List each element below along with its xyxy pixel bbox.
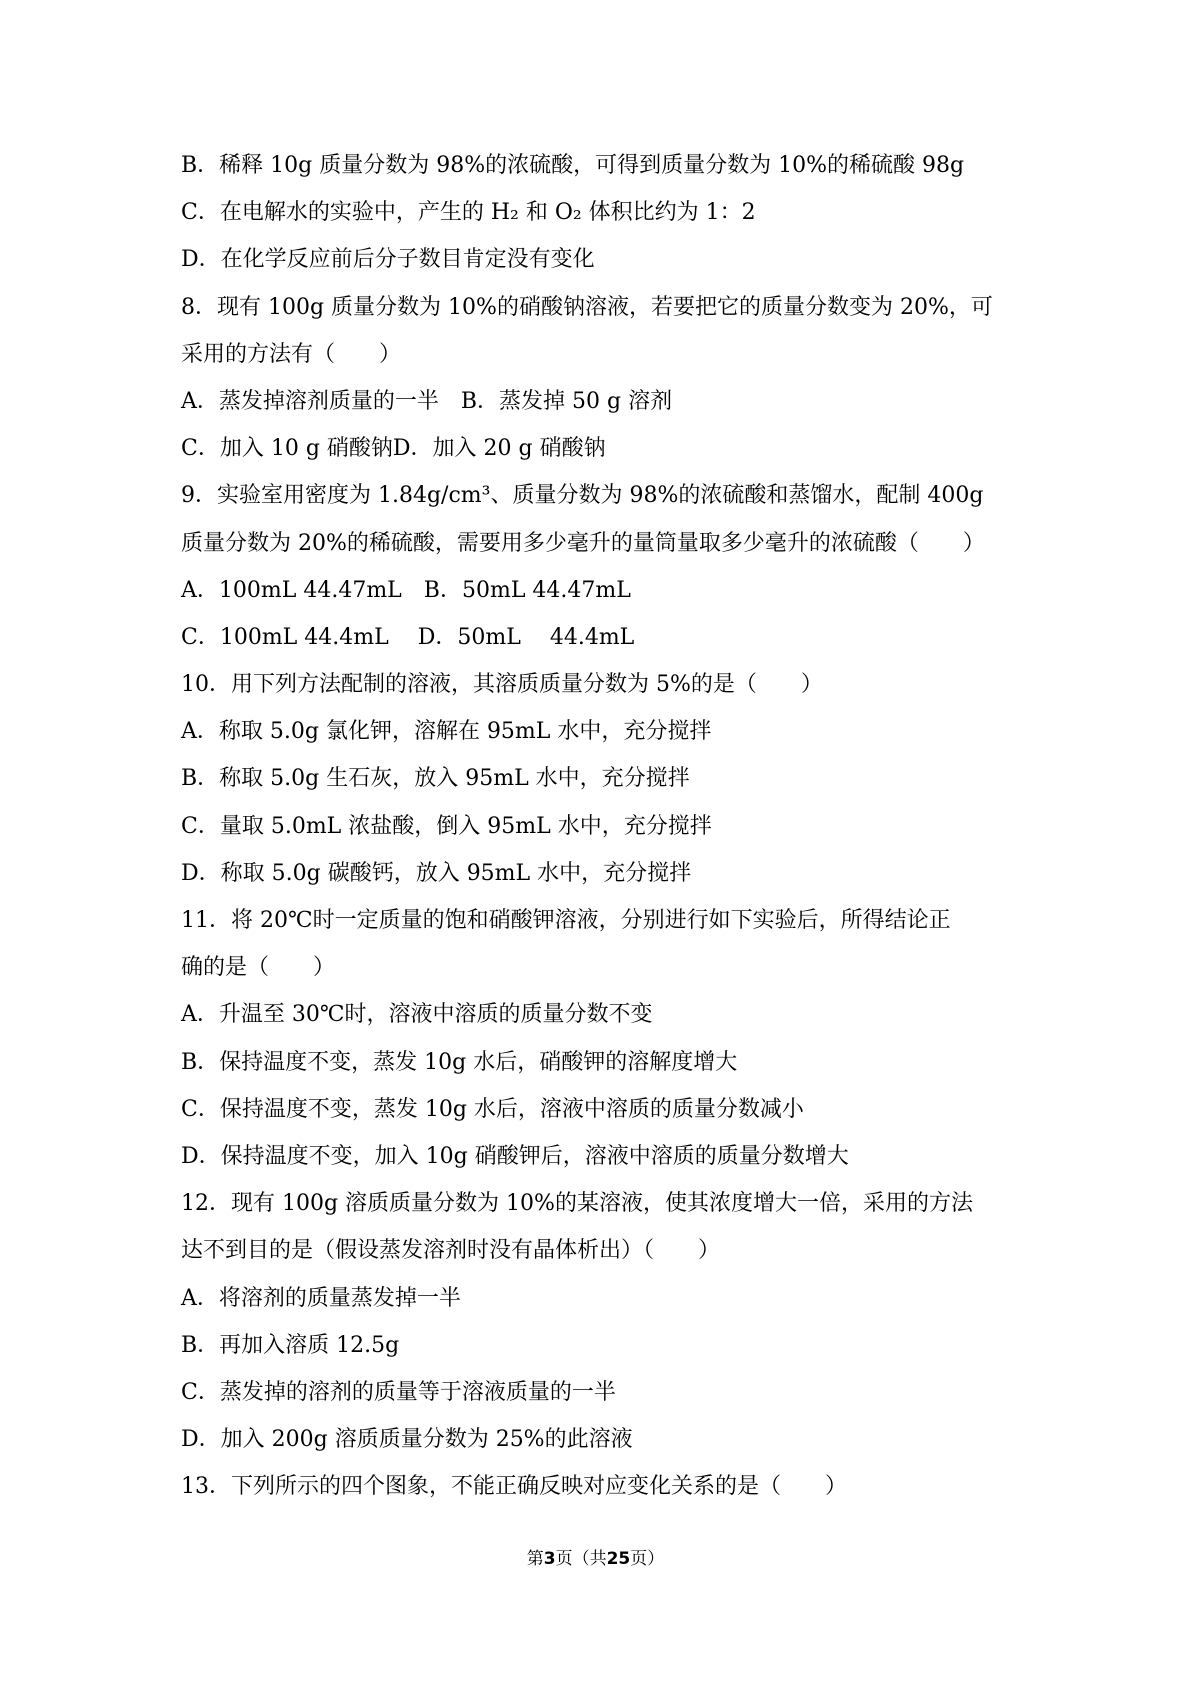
text-line: D．加入 200g 溶质质量分数为 25%的此溶液 [181,1427,633,1453]
text-line: 质量分数为 20%的稀硫酸，需要用多少毫升的量筒量取多少毫升的浓硫酸（ ） [181,530,985,556]
text-line: C．量取 5.0mL 浓盐酸，倒入 95mL 水中，充分搅拌 [181,813,712,839]
text-line: D．在化学反应前后分子数目肯定没有变化 [181,247,595,273]
text-line: C．在电解水的实验中，产生的 H₂ 和 O₂ 体积比约为 1：2 [181,200,756,226]
text-line: C．100mL 44.4mL D．50mL 44.4mL [181,624,635,650]
text-line: 13．下列所示的四个图象，不能正确反映对应变化关系的是（ ） [181,1474,847,1500]
text-line: 达不到目的是（假设蒸发溶剂时没有晶体析出）（ ） [181,1238,721,1264]
text-line: C．蒸发掉的溶剂的质量等于溶液质量的一半 [181,1379,616,1405]
text-line: A．蒸发掉溶剂质量的一半 B．蒸发掉 50 g 溶剂 [181,388,673,414]
text-line: 确的是（ ） [181,955,336,981]
text-line: 采用的方法有（ ） [181,341,402,367]
text-line: A．100mL 44.47mL B．50mL 44.47mL [181,577,631,603]
page-footer [0,1544,1191,1569]
footer-suffix: 页） [630,1549,665,1569]
text-line: B．稀释 10g 质量分数为 98%的浓硫酸，可得到质量分数为 10%的稀硫酸 98g [181,153,965,178]
text-line: B．保持温度不变，蒸发 10g 水后，硝酸钾的溶解度增大 [181,1049,738,1075]
text-line: 8．现有 100g 质量分数为 10%的硝酸钠溶液，若要把它的质量分数变为 20%，可 [181,294,993,320]
footer-total-pages: 25 [606,1549,631,1569]
text-line: A．升温至 30℃时，溶液中溶质的质量分数不变 [181,1002,653,1028]
text-line: D．保持温度不变，加入 10g 硝酸钾后，溶液中溶质的质量分数增大 [181,1143,849,1169]
text-line: D．称取 5.0g 碳酸钙，放入 95mL 水中，充分搅拌 [181,860,692,886]
text-line: C．保持温度不变，蒸发 10g 水后，溶液中溶质的质量分数减小 [181,1096,804,1122]
text-line: 9．实验室用密度为 1.84g/cm³、质量分数为 98%的浓硫酸和蒸馏水，配制 400g [181,483,984,509]
text-line: B．再加入溶质 12.5g [181,1332,400,1358]
text-line: 11．将 20℃时一定质量的饱和硝酸钾溶液，分别进行如下实验后，所得结论正 [181,908,951,933]
question-text-block [181,142,1041,1510]
footer-page-number: 3 [543,1549,556,1569]
text-line: A．将溶剂的质量蒸发掉一半 [181,1285,461,1311]
text-line: 10．用下列方法配制的溶液，其溶质质量分数为 5%的是（ ） [181,672,823,698]
text-line: A．称取 5.0g 氯化钾，溶解在 95mL 水中，充分搅拌 [181,719,712,745]
text-line: 12．现有 100g 溶质质量分数为 10%的某溶液，使其浓度增大一倍，采用的方法 [181,1191,973,1217]
footer-middle: 页（共 [555,1549,607,1569]
footer-prefix: 第 [526,1549,544,1569]
text-line: C．加入 10 g 硝酸钠D．加入 20 g 硝酸钠 [181,436,606,462]
text-line: B．称取 5.0g 生石灰，放入 95mL 水中，充分搅拌 [181,766,690,792]
